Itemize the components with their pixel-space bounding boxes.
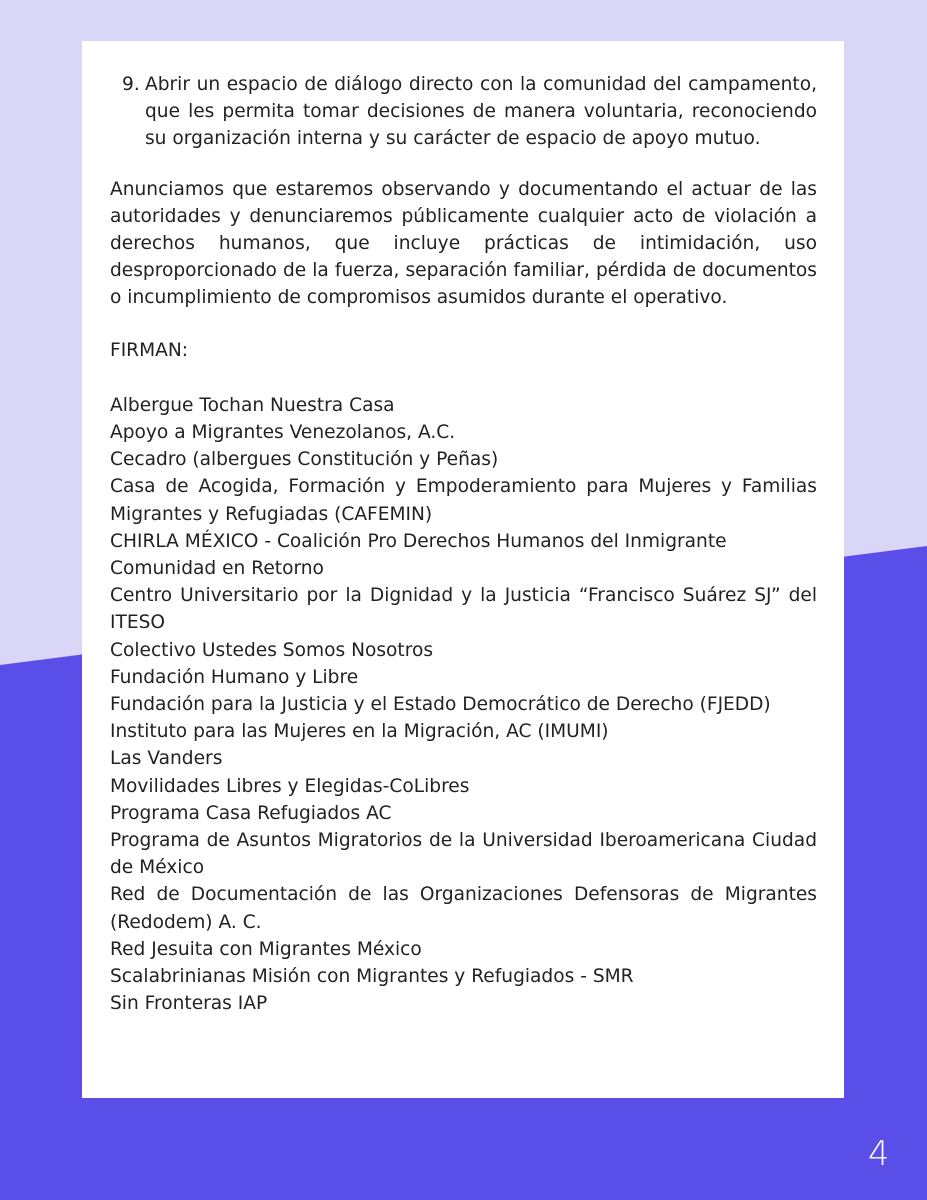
signatory-item: Sin Fronteras IAP [110, 993, 268, 1015]
signatory-item: Casa de Acogida, Formación y Empoderamiento para Mujeres y Familias Migrantes y Refugiadas (CAFEMIN) [110, 476, 817, 525]
signatory-item: Cecadro (albergues Constitución y Peñas) [110, 449, 499, 471]
signatory-item: Fundación Humano y Libre [110, 666, 359, 688]
signatory-item: Programa Casa Refugiados AC [110, 802, 392, 824]
signatory-item: Apoyo a Migrantes Venezolanos, A.C. [110, 422, 456, 444]
signatory-item: Centro Universitario por la Dignidad y la Justicia “Francisco Suárez SJ” del ITESO [110, 585, 817, 634]
signatories-heading: FIRMAN: [110, 339, 189, 361]
signatory-item: Red Jesuita con Migrantes México [110, 938, 422, 960]
list-item-text: Abrir un espacio de diálogo directo con la comunidad del campamento, que les permita tomar decisiones de manera voluntaria, reconociendo su organización interna y su carácter de espacio de apoyo mutuo. [145, 74, 817, 150]
signatories-list [110, 392, 817, 1018]
list-item-number: 9. [122, 74, 140, 95]
signatory-item: Movilidades Libres y Elegidas-CoLibres [110, 775, 470, 797]
list-item-9 [110, 71, 817, 153]
document-page [82, 41, 844, 1098]
signatory-item: Fundación para la Justicia y el Estado Democrático de Derecho (FJEDD) [110, 694, 771, 716]
signatory-item: Comunidad en Retorno [110, 558, 324, 580]
signatory-item: Albergue Tochan Nuestra Casa [110, 394, 395, 416]
page-number: 4 [868, 1134, 890, 1174]
signatory-item: Programa de Asuntos Migratorios de la Universidad Iberoamericana Ciudad de México [110, 830, 817, 879]
signatory-item: Scalabrinianas Misión con Migrantes y Refugiados - SMR [110, 966, 634, 988]
signatory-item: Red de Documentación de las Organizaciones Defensoras de Migrantes (Redodem) A. C. [110, 884, 817, 933]
signatory-item: Colectivo Ustedes Somos Nosotros [110, 639, 434, 661]
signatory-item: CHIRLA MÉXICO - Coalición Pro Derechos Humanos del Inmigrante [110, 530, 727, 552]
signatory-item: Las Vanders [110, 748, 223, 770]
announcement-paragraph: Anunciamos que estaremos observando y documentando el actuar de las autoridades y denunciaremos públicamente cualquier acto de violación a derechos humanos, que incluye prácticas de intimidación, uso desproporcionado de la fuerza, separación familiar, pérdida de documentos o incumplimiento de compromisos asumidos durante el operativo. [110, 178, 817, 309]
signatory-item: Instituto para las Mujeres en la Migración, AC (IMUMI) [110, 721, 609, 743]
